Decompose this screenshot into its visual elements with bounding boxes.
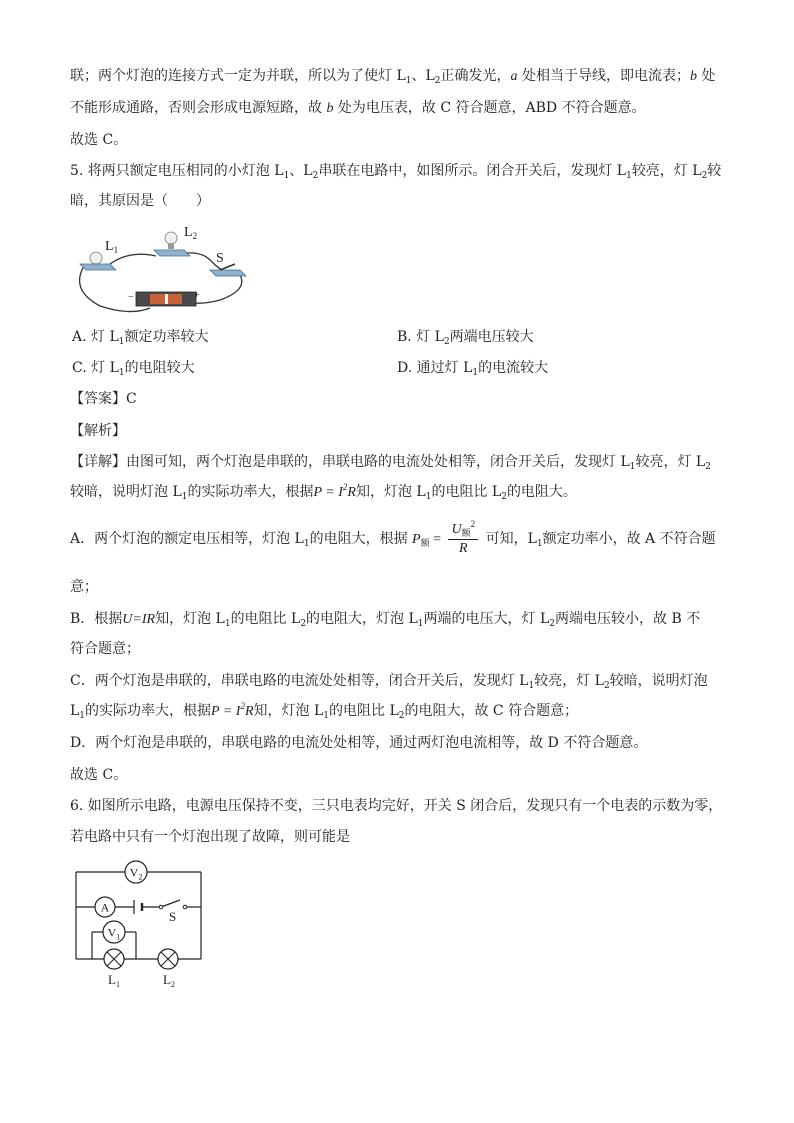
q5-choose: 故选 C。 — [70, 767, 128, 783]
label-a: A — [100, 900, 110, 915]
detail-b-line: B．根据U=IR知，灯泡 $L_1$的电阻比 $L_2$的电阻大，灯泡 $L_1$两端的电压大，灯 $L_2$两端电压较小，故 B 不 — [70, 611, 701, 629]
q6-stem-line-1: 6. 如图所示电路，电源电压保持不变，三只电表均完好，开关 S 闭合后，发现只有一个电表的示数为零， — [70, 798, 723, 814]
label-s: S — [216, 251, 224, 266]
label-v2: $V_2$ — [129, 865, 143, 882]
prev-choose: 故选 C。 — [70, 132, 128, 148]
detail-c-line-2: $L_1$的实际功率大，根据$P = I^2R$知，灯泡 $L_1$的电阻比 $L_2$的电阻大，故 C 符合题意； — [70, 701, 579, 721]
prev-line-2: 不能形成通路，否则会形成电源短路，故 b 处为电压表，故 C 符合题意，ABD 不符合题意。 — [70, 100, 646, 116]
answer-line: 【答案】C — [70, 391, 137, 407]
q5-stem-line-2: 暗，其原因是（ ） — [70, 193, 210, 209]
q5-circuit-figure — [70, 220, 250, 320]
label-l1: $L_1$ — [105, 239, 119, 255]
q6-stem-line-2: 若电路中只有一个灯泡出现了故障，则可能是 — [70, 829, 350, 845]
detail-c-line: C．两个灯泡是串联的，串联电路的电流处处相等，闭合开关后，发现灯 $L_1$较亮，灯 $L_2$较暗，说明灯泡 — [70, 673, 708, 691]
detail-a-line: A．两个灯泡的额定电压相等，灯泡 $L_1$的电阻大，根据 $P_额$ = $\frac{U_额^2}{R}$ 可知，$L_1$额定功率小，故 A 不符合题 — [70, 518, 716, 556]
label-l1: $L_1$ — [108, 972, 120, 989]
detail-a-line-2: 意； — [70, 579, 98, 595]
prev-line-1: 联；两个灯泡的连接方式一定为并联，所以为了使灯 $L_1$、$L_2$正确发光，a 处相当于导线，即电流表；b 处 — [70, 68, 716, 86]
label-v1: $V_1$ — [107, 925, 121, 942]
analysis-tag: 【解析】 — [70, 423, 126, 439]
rated-power-fraction: $\frac{U_额^2}{R}$ — [448, 521, 478, 558]
option-a: A. 灯 $L_1$额定功率较大 — [72, 329, 209, 347]
battery-plus-label: + — [194, 290, 200, 301]
detail-d-line: D．两个灯泡是串联的，串联电路的电流处处相等，通过两灯泡电流相等，故 D 不符合题意。 — [70, 735, 648, 751]
label-l2: $L_2$ — [163, 972, 175, 989]
lamp-l2-bulb — [165, 232, 177, 244]
option-b: B. 灯 $L_2$两端电压较大 — [397, 329, 534, 347]
switch-base — [210, 270, 246, 276]
label-s: S — [169, 909, 177, 924]
label-l2: $L_2$ — [184, 225, 198, 241]
lamp-l1-bulb — [90, 252, 102, 264]
battery-minus-label: − — [128, 292, 134, 303]
detail-line-1: 【详解】由图可知，两个灯泡是串联的，串联电路的电流处处相等，闭合开关后，发现灯 $L_1$较亮，灯 $L_2$ — [70, 454, 711, 472]
option-d: D. 通过灯 $L_1$的电流较大 — [397, 360, 549, 378]
q6-circuit-figure — [68, 860, 218, 990]
option-c: C. 灯 $L_1$的电阻较大 — [72, 360, 195, 378]
q5-stem-line-1: 5. 将两只额定电压相同的小灯泡 $L_1$、$L_2$串联在电路中，如图所示。闭合开关后，发现灯 $L_1$较亮，灯 $L_2$较 — [70, 163, 722, 181]
detail-line-2: 较暗，说明灯泡 $L_1$的实际功率大，根据$P = I^2R$知，灯泡 $L_1$的电阻比 $L_2$的电阻大。 — [70, 482, 577, 502]
lamp-l2-base — [154, 250, 190, 256]
detail-b-line-2: 符合题意； — [70, 641, 140, 657]
